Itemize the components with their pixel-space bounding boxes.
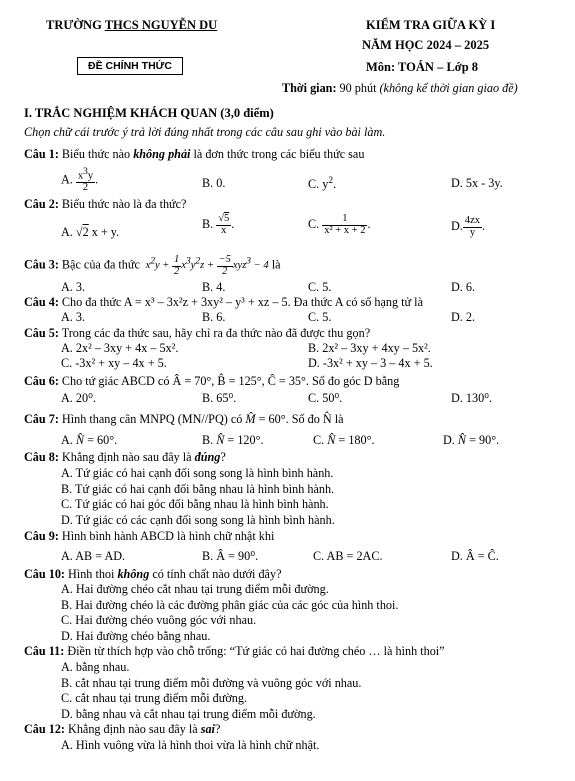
q6-option-b: B. 65⁰. xyxy=(202,391,237,405)
q3-polynomial: $x^2y$ + $\frac{1}{2}$ $x^3y^2z$ + $\frac{-5}{2}$ xyz$^3$ − 4 xyxy=(142,254,269,277)
q6-option-d: D. 130⁰. xyxy=(451,391,493,405)
question-9: Câu 9: Hình bình hành ABCD là hình chữ nhật khi xyxy=(24,529,275,543)
q5-option-b: B. 2x² – 3xy + 4xy – 5x². xyxy=(308,341,431,355)
q2-option-d: D. $\frac{4zx}{y}$ . xyxy=(451,215,486,238)
q8-option-c: C. Tứ giác có hai góc đối bằng nhau là hình bình hành. xyxy=(61,497,329,511)
q4-option-b: B. 6. xyxy=(202,310,226,324)
q10-option-c: C. Hai đường chéo vuông góc với nhau. xyxy=(61,613,257,627)
q1-option-d: D. 5x - 3y. xyxy=(451,176,503,190)
q7-option-c: C. N̂ = 180°. xyxy=(313,433,375,447)
q1-option-c: C. $y^2$. xyxy=(308,176,337,192)
q6-option-a: A. 20⁰. xyxy=(61,391,97,405)
q9-option-d: D. Â = Ĉ. xyxy=(451,549,499,563)
q11-option-c: C. cắt nhau tại trung điểm mỗi đường. xyxy=(61,691,248,705)
q7-option-b: B. N̂ = 120°. xyxy=(202,433,264,447)
section-title: I. TRẮC NGHIỆM KHÁCH QUAN (3,0 điểm) xyxy=(24,106,274,120)
q4-option-a: A. 3. xyxy=(61,310,86,324)
q9-option-c: C. AB = 2AC. xyxy=(313,549,383,563)
question-12: Câu 12: Khẳng định nào sau đây là sai? xyxy=(24,722,221,736)
q3-option-c: C. 5. xyxy=(308,280,332,294)
exam-title: KIỂM TRA GIỮA KỲ I xyxy=(366,18,496,32)
q3-option-a: A. 3. xyxy=(61,280,86,294)
q10-option-d: D. Hai đường chéo bằng nhau. xyxy=(61,629,211,643)
question-2: Câu 2: Biểu thức nào là đa thức? xyxy=(24,197,187,211)
q8-option-b: B. Tứ giác có hai cạnh đối bằng nhau là hình bình hành. xyxy=(61,482,335,496)
question-5: Câu 5: Trong các đa thức sau, hãy chỉ ra đa thức nào đã được thu gọn? xyxy=(24,326,371,340)
q1-option-a: A. $\frac{x^3y}{2}$ . xyxy=(61,167,99,193)
q9-option-a: A. AB = AD. xyxy=(61,549,126,563)
q4-option-c: C. 5. xyxy=(308,310,332,324)
question-8: Câu 8: Khẳng định nào sau đây là đúng? xyxy=(24,450,226,464)
question-1: Câu 1: Biểu thức nào không phải là đơn thức trong các biểu thức sau xyxy=(24,147,365,161)
q3-option-d: D. 6. xyxy=(451,280,476,294)
q3-option-b: B. 4. xyxy=(202,280,226,294)
school-year: NĂM HỌC 2024 – 2025 xyxy=(362,38,490,52)
q5-option-a: A. 2x² – 3xy + 4x – 5x². xyxy=(61,341,179,355)
q5-option-c: C. -3x² + xy – 4x + 5. xyxy=(61,356,167,370)
q5-option-d: D. -3x² + xy – 3 – 4x + 5. xyxy=(308,356,433,370)
q2-option-b: B. $\frac{√5}{x}$ . xyxy=(202,213,235,236)
question-10: Câu 10: Hình thoi không có tính chất nào dưới đây? xyxy=(24,567,282,581)
q1-fraction: $\frac{x^3y}{2}$ xyxy=(77,167,94,193)
question-7: Câu 7: Hình thang cân MNPQ (MN//PQ) có M̂ = 60°. Số đo N̂ là xyxy=(24,412,344,426)
q8-option-d: D. Tứ giác có các cạnh đối song song là hình bình hành. xyxy=(61,513,335,527)
exam-time: Thời gian: 90 phút (không kể thời gian giao đề) xyxy=(282,81,518,95)
official-label: ĐỀ CHÍNH THỨC xyxy=(77,57,183,75)
q11-option-d: D. bằng nhau và cắt nhau tại trung điểm mỗi đường. xyxy=(61,707,316,721)
section-instruction: Chọn chữ cái trước ý trả lời đúng nhất trong các câu sau ghi vào bài làm. xyxy=(24,125,386,139)
q8-option-a: A. Tứ giác có hai cạnh đối song song là hình bình hành. xyxy=(61,466,334,480)
q9-option-b: B. Â = 90⁰. xyxy=(202,549,259,563)
q10-option-b: B. Hai đường chéo là các đường phân giác của các góc của hình thoi. xyxy=(61,598,399,612)
school-name: TRƯỜNG THCS NGUYỄN DU xyxy=(46,18,218,32)
question-4: Câu 4: Cho đa thức A = x³ – 3x²z + 3xy² – y³ + xz – 5. Đa thức A có số hạng tử là xyxy=(24,295,423,309)
q4-option-d: D. 2. xyxy=(451,310,476,324)
q11-option-b: B. cắt nhau tại trung điểm mỗi đường và vuông góc với nhau. xyxy=(61,676,362,690)
q2-option-a: A. √2 x + y. xyxy=(61,225,120,239)
question-3: Câu 3: Bậc của đa thức $x^2y$ + $\frac{1}{2}$ $x^3y^2z$ + $\frac{-5}{2}$ xyz$^3$ − 4 là xyxy=(24,254,281,277)
q12-option-a: A. Hình vuông vừa là hình thoi vừa là hình chữ nhật. xyxy=(61,738,320,752)
q7-option-d: D. N̂ = 90°. xyxy=(443,433,500,447)
q7-option-a: A. N̂ = 60°. xyxy=(61,433,118,447)
question-11: Câu 11: Điền từ thích hợp vào chỗ trống: “Tứ giác có hai đường chéo … là hình thoi” xyxy=(24,644,445,658)
q1-option-b: B. 0. xyxy=(202,176,226,190)
question-6: Câu 6: Cho tứ giác ABCD có Â = 70°, B̂ = 125°, Ĉ = 35°. Số đo góc D bằng xyxy=(24,374,400,388)
subject: Môn: TOÁN – Lớp 8 xyxy=(366,60,479,74)
q11-option-a: A. bằng nhau. xyxy=(61,660,130,674)
q6-option-c: C. 50⁰. xyxy=(308,391,343,405)
q10-option-a: A. Hai đường chéo cắt nhau tại trung điểm mỗi đường. xyxy=(61,582,329,596)
q2-option-c: C. $\frac{1}{\text{x² + x + 2}}$ . xyxy=(308,213,371,236)
